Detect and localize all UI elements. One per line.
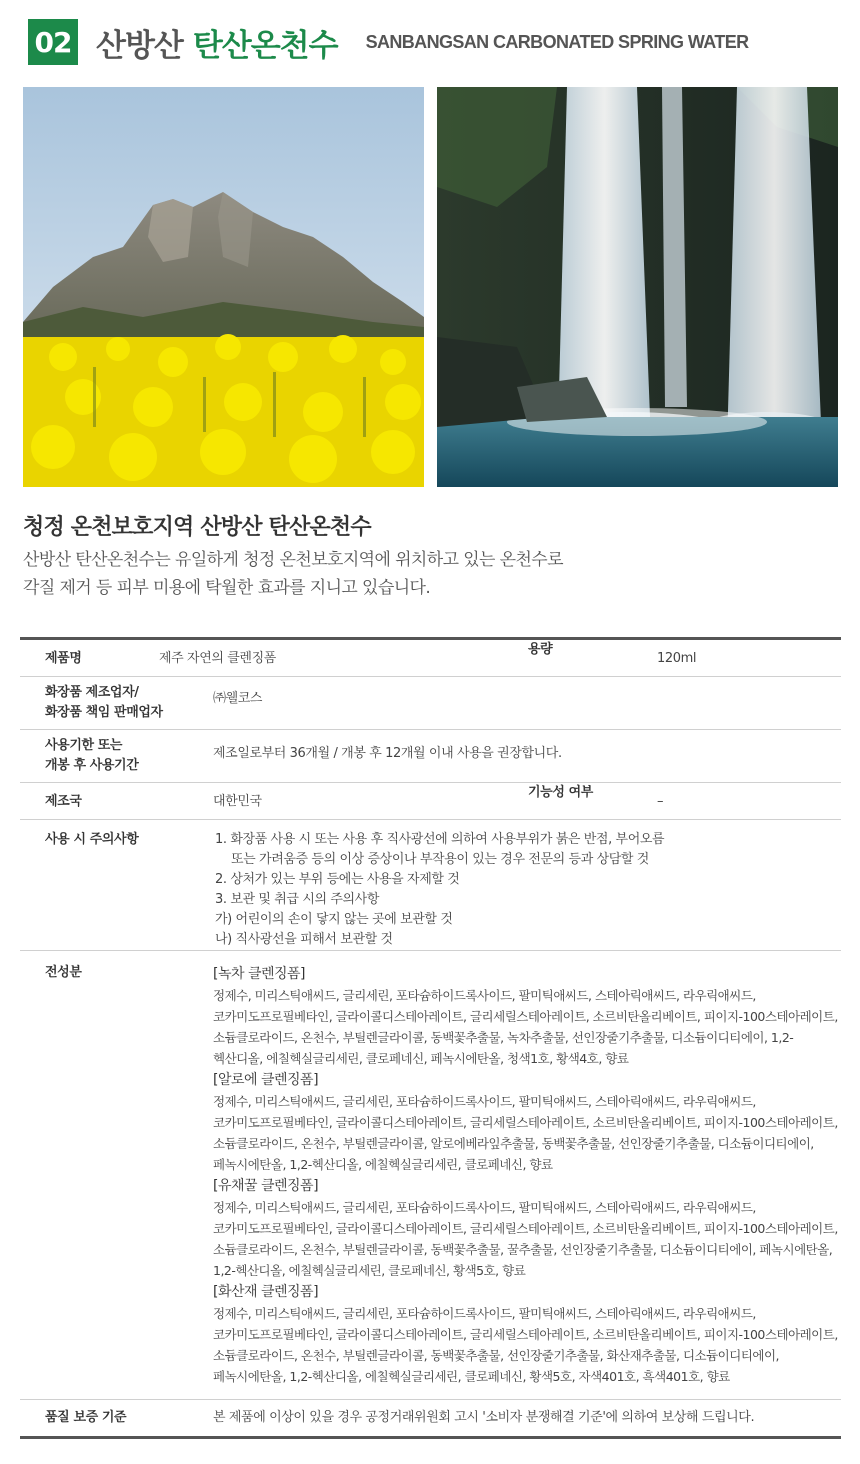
caution-item: 나) 직사광선을 피해서 보관할 것 bbox=[215, 932, 393, 947]
ingredient-product-title: [유채꿀 클렌징폼] bbox=[213, 1178, 319, 1194]
maker-label-line-2: 화장품 책임 판매업자 bbox=[45, 705, 163, 720]
expiry-label-line-1: 사용기한 또는 bbox=[45, 738, 123, 753]
caution-item: 1. 화장품 사용 시 또는 사용 후 직사광선에 의하여 사용부위가 붉은 반점, 부어오름 bbox=[215, 832, 665, 847]
expiry-label-line-2: 개봉 후 사용기간 bbox=[45, 758, 139, 773]
quality-label: 품질 보증 기준 bbox=[45, 1410, 127, 1425]
functional-label: 기능성 여부 bbox=[528, 785, 593, 800]
caution-item: 3. 보관 및 취급 시의 주의사항 bbox=[215, 892, 380, 907]
quality-value: 본 제품에 이상이 있을 경우 공정거래위원회 고시 '소비자 분쟁해결 기준'에 의하여 보상해 드립니다. bbox=[213, 1410, 755, 1425]
spec-row-expiry bbox=[20, 730, 841, 783]
expiry-value: 제조일로부터 36개월 / 개봉 후 12개월 이내 사용을 권장합니다. bbox=[213, 746, 562, 761]
waterfall-photo bbox=[437, 87, 838, 487]
spec-row-ingredients bbox=[20, 951, 841, 1400]
spec-row-origin bbox=[20, 783, 841, 820]
ingredient-product-text: 정제수, 미리스틱애씨드, 글리세린, 포타슘하이드록사이드, 팔미틱애씨드, 스테아릭애씨드, 라우릭애씨드, 코카미도프로필베타인, 글라이콜디스테아레이트, 글리세릴스테아레이트, 소르비탄올리베이트, 피이지-100스테아레이트, 소듐클로라이드, 온천수, 부틸렌글라이콜, 동백꽃추출물, 꿀추출물, 선인장줄기추출물, 디소듐이디티에이, 페녹시에탄올, 1,2-헥산디올, 에칠헥실글리세린, 클로페네신, 황색5호, 향료 bbox=[213, 1200, 838, 1278]
volume-label: 용량 bbox=[528, 642, 553, 657]
section-header bbox=[28, 18, 749, 66]
functional-value: – bbox=[657, 794, 664, 809]
ingredient-product-text: 정제수, 미리스틱애씨드, 글리세린, 포타슘하이드록사이드, 팔미틱애씨드, 스테아릭애씨드, 라우릭애씨드, 코카미도프로필베타인, 글라이콜디스테아레이트, 글리세릴스테아레이트, 소르비탄올리베이트, 피이지-100스테아레이트, 소듐클로라이드, 온천수, 부틸렌글라이콜, 동백꽃추출물, 녹차추출물, 선인장줄기추출물, 디소듐이디티에이, 1,2-헥산디올, 에칠헥실글리세린, 클로페네신, 페녹시에탄올, 청색1호, 황색4호, 향료 bbox=[213, 988, 838, 1066]
mountain-photo bbox=[23, 87, 424, 487]
product-spec-table bbox=[20, 637, 841, 1439]
expiry-label bbox=[45, 736, 138, 776]
spec-row-cautions bbox=[20, 820, 841, 951]
product-name-value: 제주 자연의 클렌징폼 bbox=[159, 651, 276, 666]
intro-heading: 청정 온천보호지역 산방산 탄산온천수 bbox=[23, 515, 371, 540]
maker-label-line-1: 화장품 제조업자/ bbox=[45, 685, 139, 700]
caution-list bbox=[215, 830, 664, 950]
spec-row-product-name bbox=[20, 640, 841, 677]
product-name-label: 제품명 bbox=[45, 651, 82, 666]
section-title-english: SANBANGSAN CARBONATED SPRING WATER bbox=[365, 31, 749, 52]
caution-item: 2. 상처가 있는 부위 등에는 사용을 자제할 것 bbox=[215, 872, 460, 887]
ingredient-product-text: 정제수, 미리스틱애씨드, 글리세린, 포타슘하이드록사이드, 팔미틱애씨드, 스테아릭애씨드, 라우릭애씨드, 코카미도프로필베타인, 글라이콜디스테아레이트, 글리세릴스테아레이트, 소르비탄올리베이트, 피이지-100스테아레이트, 소듐클로라이드, 온천수, 부틸렌글라이콜, 알로에베라잎추출물, 동백꽃추출물, 선인장줄기추출물, 디소듐이디티에이, 페녹시에탄올, 1,2-헥산디올, 에칠헥실글리세린, 클로페네신, 향료 bbox=[213, 1094, 838, 1172]
section-title-part2: 탄산온천수 bbox=[192, 27, 338, 64]
caution-label: 사용 시 주의사항 bbox=[45, 832, 139, 847]
volume-value: 120ml bbox=[657, 651, 697, 666]
caution-item: 가) 어린이의 손이 닿지 않는 곳에 보관할 것 bbox=[215, 912, 453, 927]
intro-body bbox=[23, 546, 563, 602]
maker-label bbox=[45, 683, 163, 723]
spec-row-quality bbox=[20, 1400, 841, 1436]
ingredient-product-title: [알로에 클렌징폼] bbox=[213, 1072, 319, 1088]
section-title-part1: 산방산 bbox=[96, 27, 183, 64]
ingredient-product-title: [녹차 클렌징폼] bbox=[213, 966, 306, 982]
section-number-badge: 02 bbox=[28, 19, 78, 65]
origin-value: 대한민국 bbox=[213, 794, 262, 809]
ingredients-list bbox=[213, 963, 843, 1387]
intro-line-2: 각질 제거 등 피부 미용에 탁월한 효과를 지니고 있습니다. bbox=[23, 578, 431, 598]
maker-value: ㈜웰코스 bbox=[213, 691, 263, 706]
ingredients-label: 전성분 bbox=[45, 965, 82, 980]
intro-line-1: 산방산 탄산온천수는 유일하게 청정 온천보호지역에 위치하고 있는 온천수로 bbox=[23, 550, 563, 570]
spec-row-maker bbox=[20, 677, 841, 730]
ingredient-product-text: 정제수, 미리스틱애씨드, 글리세린, 포타슘하이드록사이드, 팔미틱애씨드, 스테아릭애씨드, 라우릭애씨드, 코카미도프로필베타인, 글라이콜디스테아레이트, 글리세릴스테아레이트, 소르비탄올리베이트, 피이지-100스테아레이트, 소듐클로라이드, 온천수, 부틸렌글라이콜, 동백꽃추출물, 선인장줄기추출물, 화산재추출물, 디소듐이디티에이, 페녹시에탄올, 1,2-헥산디올, 에칠헥실글리세린, 클로페네신, 황색5호, 자색401호, 흑색401호, 향료 bbox=[213, 1306, 838, 1384]
caution-item: 또는 가려움증 등의 이상 증상이나 부작용이 있는 경우 전문의 등과 상담할 것 bbox=[231, 852, 649, 867]
ingredient-product-title: [화산재 클렌징폼] bbox=[213, 1284, 319, 1300]
origin-label: 제조국 bbox=[45, 794, 82, 809]
